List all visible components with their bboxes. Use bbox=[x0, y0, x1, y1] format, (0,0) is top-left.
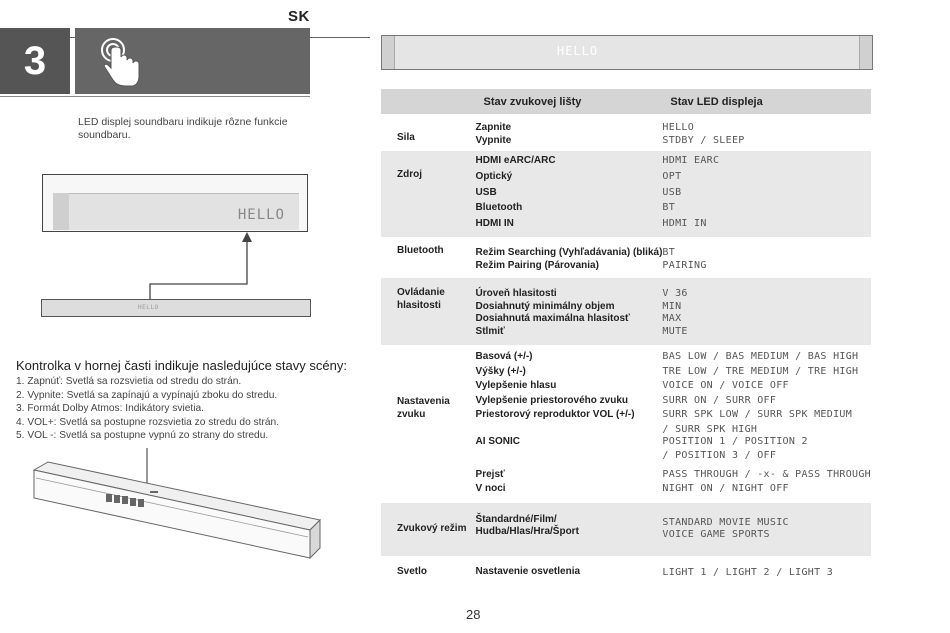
table-header-category bbox=[381, 89, 476, 114]
row-led: HDMI EARC bbox=[662, 155, 720, 166]
row-led: LIGHT 1 / LIGHT 2 / LIGHT 3 bbox=[662, 566, 834, 578]
touch-hand-icon bbox=[95, 32, 155, 92]
row-state: Výšky (+/-) bbox=[475, 365, 526, 377]
row-state: Stlmiť bbox=[475, 325, 505, 337]
row-led: / SURR SPK HIGH bbox=[662, 423, 758, 435]
display-bar-top bbox=[381, 35, 873, 70]
row-state: HDMI IN bbox=[475, 217, 514, 229]
row-led: VOICE ON / VOICE OFF bbox=[662, 380, 789, 391]
list-item: 2. Vypnite: Svetlá sa zapínajú a vypínajú zboku do stredu. bbox=[16, 389, 278, 401]
bar-cap-right bbox=[859, 36, 872, 69]
bar-cap-left bbox=[382, 36, 395, 69]
language-code: SK bbox=[288, 8, 310, 25]
row-state: V noci bbox=[475, 482, 506, 494]
table-row bbox=[381, 345, 871, 503]
row-led: MAX bbox=[662, 313, 682, 324]
row-state: Úroveň hlasitosti bbox=[475, 288, 557, 299]
callout-arrow bbox=[140, 230, 260, 302]
row-category: Zvukový režim bbox=[397, 522, 467, 534]
row-state bbox=[476, 450, 663, 469]
row-state: Dosiahnutý minimálny objem bbox=[475, 300, 615, 312]
table-row bbox=[381, 237, 871, 278]
intro-text: LED displej soundbaru indikuje rôzne funkcie soundbaru. bbox=[78, 116, 288, 141]
row-led: STANDARD MOVIE MUSIC bbox=[662, 516, 789, 528]
row-led: BT bbox=[662, 202, 676, 213]
row-led: NIGHT ON / NIGHT OFF bbox=[662, 482, 789, 494]
table-row bbox=[381, 151, 871, 237]
page-number: 28 bbox=[466, 607, 481, 622]
step-number-box: 3 bbox=[0, 28, 70, 94]
touch-icon-box bbox=[75, 28, 310, 94]
row-state: Štandardné/Film/ bbox=[475, 513, 557, 525]
row-state: Basová (+/-) bbox=[475, 351, 533, 362]
table-header-led-state: Stav LED displeja bbox=[662, 89, 871, 114]
bar-display-text: HELLO bbox=[557, 44, 599, 58]
row-state: Optický bbox=[475, 171, 513, 182]
row-state: Priestorový reproduktor VOL (+/-) bbox=[475, 409, 635, 420]
row-state bbox=[476, 424, 663, 436]
row-state: Hudba/Hlas/Hra/Šport bbox=[475, 526, 579, 537]
row-state: USB bbox=[475, 186, 497, 198]
row-led: SURR ON / SURR OFF bbox=[662, 394, 777, 406]
soundbar-front bbox=[41, 299, 311, 317]
row-led: USB bbox=[662, 186, 682, 198]
row-state: Vylepšenie priestorového zvuku bbox=[475, 394, 629, 406]
row-led: BAS LOW / BAS MEDIUM / BAS HIGH bbox=[662, 351, 859, 362]
row-category: Svetlo bbox=[397, 565, 428, 577]
section-rule bbox=[0, 96, 310, 97]
soundbar-illustration bbox=[20, 446, 332, 564]
list-item: 1. Zapnúť: Svetlá sa rozsvietia od stredu do strán. bbox=[16, 376, 242, 387]
table-row bbox=[381, 114, 871, 151]
list-item: 5. VOL -: Svetlá sa postupne vypnú zo strany do stredu. bbox=[16, 430, 269, 441]
row-led: MIN bbox=[662, 300, 682, 312]
row-led: STDBY / SLEEP bbox=[662, 134, 745, 146]
row-led: HELLO bbox=[662, 122, 695, 133]
row-led: OPT bbox=[662, 171, 682, 182]
row-led: HDMI IN bbox=[662, 217, 707, 229]
row-category: Sila bbox=[397, 132, 415, 143]
table-row bbox=[381, 556, 871, 588]
row-category: Bluetooth bbox=[397, 245, 444, 256]
row-led: V 36 bbox=[662, 288, 688, 299]
row-led: SURR SPK LOW / SURR SPK MEDIUM bbox=[662, 409, 853, 420]
led-status-table bbox=[381, 89, 871, 587]
list-item: 3. Formát Dolby Atmos: Indikátory svietia. bbox=[16, 403, 204, 414]
row-led: PAIRING bbox=[662, 259, 707, 271]
row-led: TRE LOW / TRE MEDIUM / TRE HIGH bbox=[662, 365, 859, 377]
table-header-soundbar-state: Stav zvukovej lišty bbox=[476, 89, 663, 114]
row-led: PASS THROUGH / -x- & PASS THROUGH bbox=[662, 468, 871, 480]
row-state: HDMI eARC/ARC bbox=[475, 155, 556, 166]
display-endcap bbox=[53, 193, 69, 230]
row-state: Nastavenie osvetlenia bbox=[475, 565, 581, 577]
row-state: Bluetooth bbox=[475, 202, 523, 213]
row-led: POSITION 1 / POSITION 2 bbox=[662, 435, 808, 447]
row-state: Vypnite bbox=[475, 134, 512, 146]
row-state: Zapnite bbox=[475, 122, 512, 133]
row-led: MUTE bbox=[662, 325, 688, 337]
display-closeup bbox=[42, 174, 308, 232]
table-row bbox=[381, 278, 871, 345]
soundbar-display-text: HELLO bbox=[138, 304, 159, 311]
row-category: Zdroj bbox=[397, 169, 422, 180]
row-category: Nastavenia zvuku bbox=[397, 396, 450, 420]
row-state: Režim Searching (Vyhľadávania) (bliká) bbox=[475, 247, 663, 258]
row-category: Ovládanie hlasitosti bbox=[397, 287, 445, 311]
row-led: / POSITION 3 / OFF bbox=[662, 449, 777, 461]
row-led: BT bbox=[662, 247, 676, 258]
row-state: Dosiahnutá maximálna hlasitosť bbox=[475, 313, 630, 324]
row-led: VOICE GAME SPORTS bbox=[662, 529, 770, 540]
row-state: Režim Pairing (Párovania) bbox=[475, 259, 599, 271]
row-state: Vylepšenie hlasu bbox=[475, 380, 557, 391]
row-state: Prejsť bbox=[475, 468, 505, 480]
list-item: 4. VOL+: Svetlá sa postupne rozsvietia zo stredu do strán. bbox=[16, 416, 280, 428]
scene-states-list bbox=[16, 375, 279, 443]
display-text: HELLO bbox=[237, 207, 285, 223]
scene-caption: Kontrolka v hornej časti indikuje nasledujúce stavy scény: bbox=[16, 358, 347, 373]
row-state: AI SONIC bbox=[475, 435, 520, 447]
table-row bbox=[381, 503, 871, 556]
